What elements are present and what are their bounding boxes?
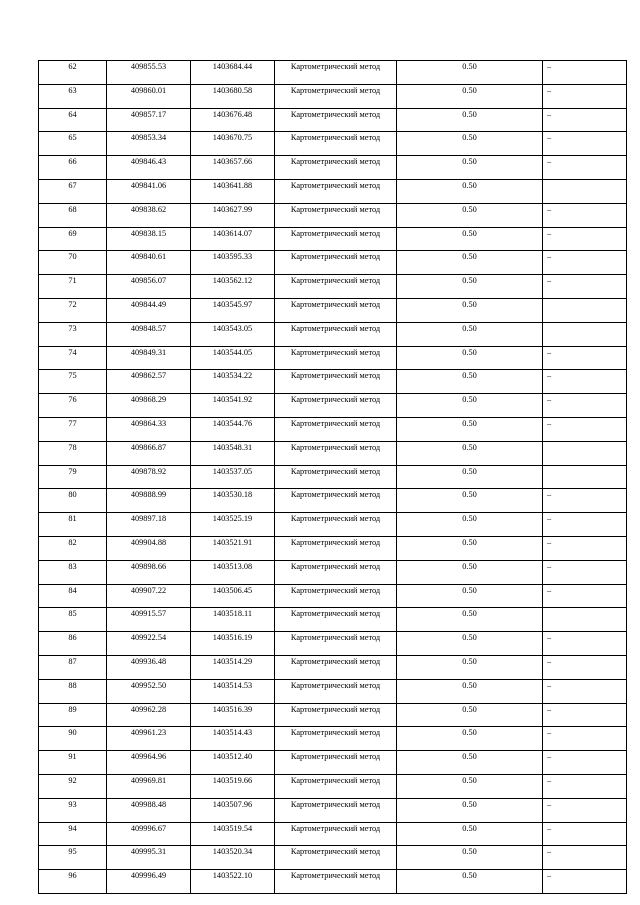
accuracy-cell: 0.50 xyxy=(397,132,543,156)
table-row xyxy=(39,394,627,418)
table-row xyxy=(39,870,627,894)
note-cell: – xyxy=(543,132,627,156)
note-cell: – xyxy=(543,489,627,513)
table-row xyxy=(39,227,627,251)
accuracy-cell: 0.50 xyxy=(397,632,543,656)
note-cell: – xyxy=(543,632,627,656)
note-cell: – xyxy=(543,679,627,703)
method-cell: Картометрический метод xyxy=(275,608,397,632)
y-coordinate-cell: 1403520.34 xyxy=(191,846,275,870)
point-number-cell: 63 xyxy=(39,84,107,108)
point-number-cell: 95 xyxy=(39,846,107,870)
x-coordinate-cell: 409996.67 xyxy=(107,822,191,846)
x-coordinate-cell: 409864.33 xyxy=(107,417,191,441)
table-row xyxy=(39,798,627,822)
table-row xyxy=(39,560,627,584)
note-cell: – xyxy=(543,798,627,822)
y-coordinate-cell: 1403513.08 xyxy=(191,560,275,584)
point-number-cell: 85 xyxy=(39,608,107,632)
table-row xyxy=(39,608,627,632)
point-number-cell: 77 xyxy=(39,417,107,441)
method-cell: Картометрический метод xyxy=(275,441,397,465)
point-number-cell: 89 xyxy=(39,703,107,727)
note-cell: – xyxy=(543,846,627,870)
method-cell: Картометрический метод xyxy=(275,322,397,346)
method-cell: Картометрический метод xyxy=(275,798,397,822)
x-coordinate-cell: 409922.54 xyxy=(107,632,191,656)
x-coordinate-cell: 409855.53 xyxy=(107,61,191,85)
y-coordinate-cell: 1403544.05 xyxy=(191,346,275,370)
method-cell: Картометрический метод xyxy=(275,774,397,798)
accuracy-cell: 0.50 xyxy=(397,417,543,441)
point-number-cell: 78 xyxy=(39,441,107,465)
y-coordinate-cell: 1403512.40 xyxy=(191,751,275,775)
y-coordinate-cell: 1403516.39 xyxy=(191,703,275,727)
point-number-cell: 67 xyxy=(39,179,107,203)
note-cell: – xyxy=(543,251,627,275)
y-coordinate-cell: 1403519.54 xyxy=(191,822,275,846)
y-coordinate-cell: 1403595.33 xyxy=(191,251,275,275)
y-coordinate-cell: 1403507.96 xyxy=(191,798,275,822)
accuracy-cell: 0.50 xyxy=(397,536,543,560)
table-row xyxy=(39,584,627,608)
point-number-cell: 76 xyxy=(39,394,107,418)
accuracy-cell: 0.50 xyxy=(397,798,543,822)
x-coordinate-cell: 409969.81 xyxy=(107,774,191,798)
method-cell: Картометрический метод xyxy=(275,251,397,275)
table-row xyxy=(39,822,627,846)
accuracy-cell: 0.50 xyxy=(397,84,543,108)
table-row xyxy=(39,655,627,679)
accuracy-cell: 0.50 xyxy=(397,608,543,632)
x-coordinate-cell: 409846.43 xyxy=(107,156,191,180)
y-coordinate-cell: 1403506.45 xyxy=(191,584,275,608)
point-number-cell: 96 xyxy=(39,870,107,894)
note-cell: – xyxy=(543,394,627,418)
point-number-cell: 69 xyxy=(39,227,107,251)
note-cell: – xyxy=(543,513,627,537)
point-number-cell: 66 xyxy=(39,156,107,180)
y-coordinate-cell: 1403530.18 xyxy=(191,489,275,513)
note-cell xyxy=(543,441,627,465)
method-cell: Картометрический метод xyxy=(275,846,397,870)
x-coordinate-cell: 409888.99 xyxy=(107,489,191,513)
accuracy-cell: 0.50 xyxy=(397,679,543,703)
table-row xyxy=(39,774,627,798)
note-cell: – xyxy=(543,536,627,560)
document-page xyxy=(38,60,626,894)
accuracy-cell: 0.50 xyxy=(397,441,543,465)
x-coordinate-cell: 409838.62 xyxy=(107,203,191,227)
accuracy-cell: 0.50 xyxy=(397,370,543,394)
y-coordinate-cell: 1403548.31 xyxy=(191,441,275,465)
table-row xyxy=(39,846,627,870)
point-number-cell: 84 xyxy=(39,584,107,608)
accuracy-cell: 0.50 xyxy=(397,703,543,727)
note-cell: – xyxy=(543,203,627,227)
y-coordinate-cell: 1403684.44 xyxy=(191,61,275,85)
note-cell: – xyxy=(543,870,627,894)
x-coordinate-cell: 409961.23 xyxy=(107,727,191,751)
point-number-cell: 70 xyxy=(39,251,107,275)
accuracy-cell: 0.50 xyxy=(397,179,543,203)
y-coordinate-cell: 1403641.88 xyxy=(191,179,275,203)
x-coordinate-cell: 409848.57 xyxy=(107,322,191,346)
y-coordinate-cell: 1403514.43 xyxy=(191,727,275,751)
table-row xyxy=(39,727,627,751)
table-row xyxy=(39,156,627,180)
x-coordinate-cell: 409962.28 xyxy=(107,703,191,727)
table-row xyxy=(39,179,627,203)
accuracy-cell: 0.50 xyxy=(397,751,543,775)
accuracy-cell: 0.50 xyxy=(397,774,543,798)
x-coordinate-cell: 409898.66 xyxy=(107,560,191,584)
point-number-cell: 71 xyxy=(39,275,107,299)
x-coordinate-cell: 409841.06 xyxy=(107,179,191,203)
note-cell: – xyxy=(543,108,627,132)
x-coordinate-cell: 409866.87 xyxy=(107,441,191,465)
note-cell: – xyxy=(543,275,627,299)
coordinates-table-body xyxy=(39,61,627,894)
method-cell: Картометрический метод xyxy=(275,108,397,132)
x-coordinate-cell: 409857.17 xyxy=(107,108,191,132)
point-number-cell: 82 xyxy=(39,536,107,560)
method-cell: Картометрический метод xyxy=(275,679,397,703)
y-coordinate-cell: 1403627.99 xyxy=(191,203,275,227)
accuracy-cell: 0.50 xyxy=(397,584,543,608)
accuracy-cell: 0.50 xyxy=(397,156,543,180)
table-row xyxy=(39,751,627,775)
accuracy-cell: 0.50 xyxy=(397,655,543,679)
method-cell: Картометрический метод xyxy=(275,275,397,299)
table-row xyxy=(39,346,627,370)
method-cell: Картометрический метод xyxy=(275,346,397,370)
x-coordinate-cell: 409840.61 xyxy=(107,251,191,275)
y-coordinate-cell: 1403657.66 xyxy=(191,156,275,180)
table-row xyxy=(39,370,627,394)
table-row xyxy=(39,84,627,108)
method-cell: Картометрический метод xyxy=(275,179,397,203)
table-row xyxy=(39,465,627,489)
accuracy-cell: 0.50 xyxy=(397,251,543,275)
x-coordinate-cell: 409844.49 xyxy=(107,298,191,322)
method-cell: Картометрический метод xyxy=(275,84,397,108)
note-cell: – xyxy=(543,156,627,180)
note-cell xyxy=(543,465,627,489)
point-number-cell: 81 xyxy=(39,513,107,537)
point-number-cell: 68 xyxy=(39,203,107,227)
table-row xyxy=(39,251,627,275)
accuracy-cell: 0.50 xyxy=(397,870,543,894)
accuracy-cell: 0.50 xyxy=(397,108,543,132)
note-cell: – xyxy=(543,727,627,751)
note-cell: – xyxy=(543,560,627,584)
y-coordinate-cell: 1403537.05 xyxy=(191,465,275,489)
table-row xyxy=(39,513,627,537)
table-row xyxy=(39,298,627,322)
method-cell: Картометрический метод xyxy=(275,751,397,775)
point-number-cell: 83 xyxy=(39,560,107,584)
note-cell: – xyxy=(543,61,627,85)
point-number-cell: 72 xyxy=(39,298,107,322)
method-cell: Картометрический метод xyxy=(275,536,397,560)
accuracy-cell: 0.50 xyxy=(397,61,543,85)
y-coordinate-cell: 1403676.48 xyxy=(191,108,275,132)
y-coordinate-cell: 1403516.19 xyxy=(191,632,275,656)
method-cell: Картометрический метод xyxy=(275,560,397,584)
method-cell: Картометрический метод xyxy=(275,584,397,608)
coordinates-table xyxy=(38,60,627,894)
y-coordinate-cell: 1403544.76 xyxy=(191,417,275,441)
x-coordinate-cell: 409952.50 xyxy=(107,679,191,703)
method-cell: Картометрический метод xyxy=(275,417,397,441)
accuracy-cell: 0.50 xyxy=(397,322,543,346)
point-number-cell: 86 xyxy=(39,632,107,656)
y-coordinate-cell: 1403522.10 xyxy=(191,870,275,894)
point-number-cell: 64 xyxy=(39,108,107,132)
method-cell: Картометрический метод xyxy=(275,822,397,846)
note-cell: – xyxy=(543,655,627,679)
method-cell: Картометрический метод xyxy=(275,465,397,489)
point-number-cell: 62 xyxy=(39,61,107,85)
table-row xyxy=(39,489,627,513)
point-number-cell: 80 xyxy=(39,489,107,513)
table-row xyxy=(39,441,627,465)
x-coordinate-cell: 409853.34 xyxy=(107,132,191,156)
y-coordinate-cell: 1403514.29 xyxy=(191,655,275,679)
table-row xyxy=(39,322,627,346)
x-coordinate-cell: 409849.31 xyxy=(107,346,191,370)
note-cell: – xyxy=(543,227,627,251)
note-cell xyxy=(543,608,627,632)
table-row xyxy=(39,203,627,227)
x-coordinate-cell: 409856.07 xyxy=(107,275,191,299)
method-cell: Картометрический метод xyxy=(275,703,397,727)
point-number-cell: 74 xyxy=(39,346,107,370)
x-coordinate-cell: 409907.22 xyxy=(107,584,191,608)
table-row xyxy=(39,61,627,85)
point-number-cell: 94 xyxy=(39,822,107,846)
x-coordinate-cell: 409838.15 xyxy=(107,227,191,251)
x-coordinate-cell: 409904.88 xyxy=(107,536,191,560)
note-cell: – xyxy=(543,751,627,775)
y-coordinate-cell: 1403543.05 xyxy=(191,322,275,346)
y-coordinate-cell: 1403525.19 xyxy=(191,513,275,537)
note-cell: – xyxy=(543,417,627,441)
point-number-cell: 92 xyxy=(39,774,107,798)
method-cell: Картометрический метод xyxy=(275,513,397,537)
point-number-cell: 73 xyxy=(39,322,107,346)
method-cell: Картометрический метод xyxy=(275,156,397,180)
point-number-cell: 87 xyxy=(39,655,107,679)
table-row xyxy=(39,632,627,656)
note-cell xyxy=(543,179,627,203)
point-number-cell: 93 xyxy=(39,798,107,822)
method-cell: Картометрический метод xyxy=(275,394,397,418)
x-coordinate-cell: 409988.48 xyxy=(107,798,191,822)
method-cell: Картометрический метод xyxy=(275,727,397,751)
table-row xyxy=(39,703,627,727)
method-cell: Картометрический метод xyxy=(275,298,397,322)
y-coordinate-cell: 1403680.58 xyxy=(191,84,275,108)
x-coordinate-cell: 409868.29 xyxy=(107,394,191,418)
method-cell: Картометрический метод xyxy=(275,203,397,227)
note-cell: – xyxy=(543,822,627,846)
table-row xyxy=(39,108,627,132)
point-number-cell: 91 xyxy=(39,751,107,775)
method-cell: Картометрический метод xyxy=(275,489,397,513)
point-number-cell: 90 xyxy=(39,727,107,751)
note-cell: – xyxy=(543,346,627,370)
accuracy-cell: 0.50 xyxy=(397,822,543,846)
accuracy-cell: 0.50 xyxy=(397,513,543,537)
point-number-cell: 79 xyxy=(39,465,107,489)
y-coordinate-cell: 1403614.07 xyxy=(191,227,275,251)
note-cell xyxy=(543,322,627,346)
method-cell: Картометрический метод xyxy=(275,655,397,679)
y-coordinate-cell: 1403519.66 xyxy=(191,774,275,798)
x-coordinate-cell: 409915.57 xyxy=(107,608,191,632)
accuracy-cell: 0.50 xyxy=(397,489,543,513)
accuracy-cell: 0.50 xyxy=(397,298,543,322)
accuracy-cell: 0.50 xyxy=(397,203,543,227)
accuracy-cell: 0.50 xyxy=(397,275,543,299)
note-cell: – xyxy=(543,774,627,798)
y-coordinate-cell: 1403670.75 xyxy=(191,132,275,156)
method-cell: Картометрический метод xyxy=(275,870,397,894)
table-row xyxy=(39,679,627,703)
y-coordinate-cell: 1403518.11 xyxy=(191,608,275,632)
point-number-cell: 88 xyxy=(39,679,107,703)
accuracy-cell: 0.50 xyxy=(397,227,543,251)
accuracy-cell: 0.50 xyxy=(397,465,543,489)
accuracy-cell: 0.50 xyxy=(397,560,543,584)
x-coordinate-cell: 409996.49 xyxy=(107,870,191,894)
accuracy-cell: 0.50 xyxy=(397,727,543,751)
x-coordinate-cell: 409897.18 xyxy=(107,513,191,537)
method-cell: Картометрический метод xyxy=(275,632,397,656)
y-coordinate-cell: 1403541.92 xyxy=(191,394,275,418)
note-cell: – xyxy=(543,370,627,394)
y-coordinate-cell: 1403562.12 xyxy=(191,275,275,299)
x-coordinate-cell: 409936.48 xyxy=(107,655,191,679)
y-coordinate-cell: 1403521.91 xyxy=(191,536,275,560)
y-coordinate-cell: 1403534.22 xyxy=(191,370,275,394)
note-cell xyxy=(543,298,627,322)
accuracy-cell: 0.50 xyxy=(397,346,543,370)
note-cell: – xyxy=(543,703,627,727)
table-row xyxy=(39,132,627,156)
table-row xyxy=(39,417,627,441)
x-coordinate-cell: 409860.01 xyxy=(107,84,191,108)
table-row xyxy=(39,275,627,299)
method-cell: Картометрический метод xyxy=(275,61,397,85)
x-coordinate-cell: 409995.31 xyxy=(107,846,191,870)
point-number-cell: 65 xyxy=(39,132,107,156)
note-cell: – xyxy=(543,84,627,108)
note-cell: – xyxy=(543,584,627,608)
x-coordinate-cell: 409862.57 xyxy=(107,370,191,394)
y-coordinate-cell: 1403514.53 xyxy=(191,679,275,703)
method-cell: Картометрический метод xyxy=(275,370,397,394)
accuracy-cell: 0.50 xyxy=(397,846,543,870)
point-number-cell: 75 xyxy=(39,370,107,394)
table-row xyxy=(39,536,627,560)
x-coordinate-cell: 409878.92 xyxy=(107,465,191,489)
method-cell: Картометрический метод xyxy=(275,227,397,251)
x-coordinate-cell: 409964.96 xyxy=(107,751,191,775)
y-coordinate-cell: 1403545.97 xyxy=(191,298,275,322)
method-cell: Картометрический метод xyxy=(275,132,397,156)
accuracy-cell: 0.50 xyxy=(397,394,543,418)
